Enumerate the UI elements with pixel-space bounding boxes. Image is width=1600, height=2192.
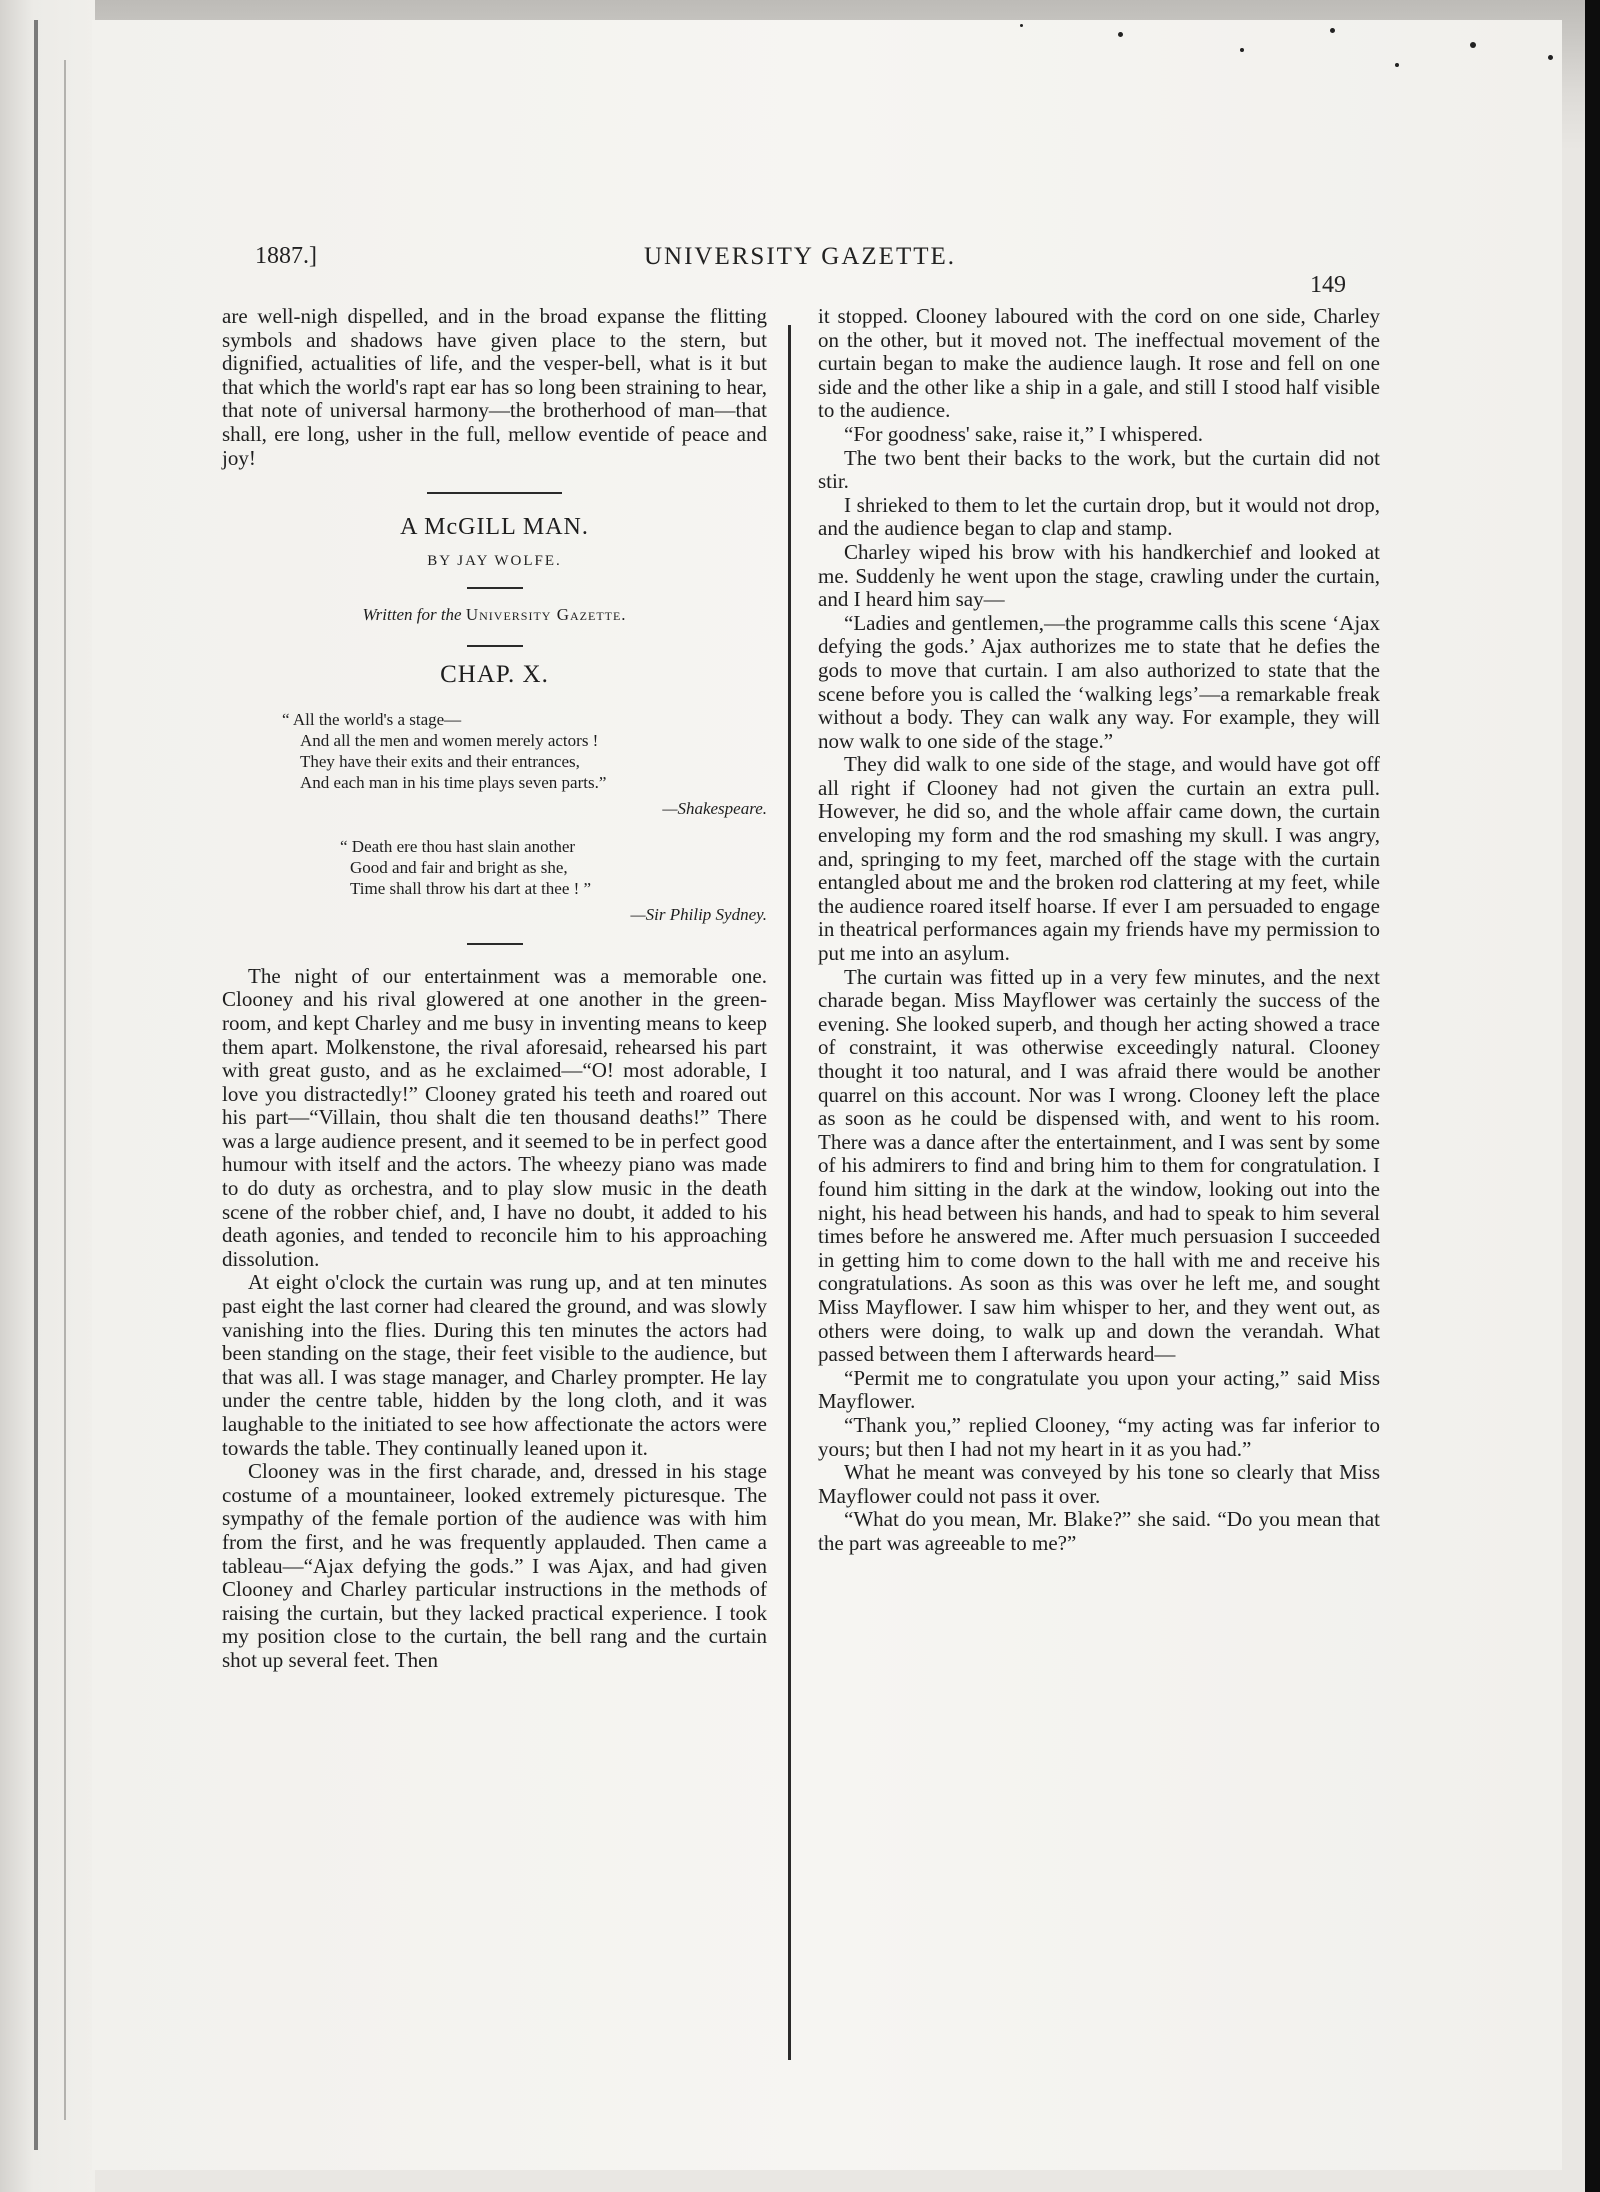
written-for-line <box>222 603 767 627</box>
body-paragraph: “Permit me to congratulate you upon your acting,” said Miss Mayflower. <box>818 1365 1380 1414</box>
dust-speck <box>1020 24 1023 27</box>
scanner-black-margin <box>1585 0 1600 2192</box>
short-rule <box>467 645 523 647</box>
body-paragraph: I shrieked to them to let the curtain drop, but it would not drop, and the audience began to clap and stamp. <box>818 492 1380 541</box>
body-paragraph: “Ladies and gentlemen,—the programme calls this scene ‘Ajax defying the gods.’ Ajax authorizes me to state that he defies the gods to move that curtain. I am also authorized to state that the scene before you is called the ‘walking legs’—a remarkable freak without a body. They can walk any way. For example, they will now walk to one side of the stage.” <box>818 610 1380 753</box>
epigraph-line: They have their exits and their entrances, <box>300 751 580 771</box>
epigraph-sidney <box>340 836 767 899</box>
body-paragraph: Clooney was in the first charade, and, dressed in his stage costume of a mountaineer, looked extremely picturesque. The sympathy of the female portion of the audience was with him from the first, and he was frequently applauded. Then came a tableau—“Ajax defying the gods.” I was Ajax, and had given Clooney and Charley particular instructions in the methods of raising the curtain, but they lacked practical experience. I took my position close to the curtain, the bell rang and the curtain shot up several feet. Then <box>222 1459 767 1672</box>
section-rule <box>427 492 562 494</box>
body-paragraph: They did walk to one side of the stage, and would have got off all right if Clooney had not given the curtain an extra pull. However, he did so, and the whole affair came down, the curtain enveloping my form and the rod smashing my skull. I was angry, and, springing to my feet, marched off the stage with the curtain entangled about me and the broken rod clattering at my feet, while the audience roared itself hoarse. If ever I am persuaded to engage in theatrical performances again my friends have my permission to put me into an asylum. <box>818 752 1380 966</box>
continued-paragraph: are well-nigh dispelled, and in the broad expanse the flitting symbols and shadows have given place to the stern, but dignified, actualities of life, and the vesper-bell, what is it but that which the world's rapt ear has so long been straining to hear, that note of universal harmony—the brotherhood of man—that shall, ere long, usher in the full, mellow eventide of peace and joy! <box>222 304 767 470</box>
body-paragraph: At eight o'clock the curtain was rung up, and at ten minutes past eight the last corner had cleared the ground, and was slowly vanishing into the flies. During this ten minutes the actors had been standing on the stage, their feet visible to the audience, but that was all. I was stage manager, and Charley prompter. He lay under the centre table, hidden by the long cloth, and it was laughable to the initiated to see how affectionate the actors were towards the table. They continually leaned upon it. <box>222 1270 767 1460</box>
body-paragraph: “What do you mean, Mr. Blake?” she said. “Do you mean that the part was agreeable to me?” <box>818 1507 1380 1555</box>
epigraph-line: And all the men and women merely actors ! <box>300 730 599 750</box>
chapter-heading: CHAP. X. <box>440 660 549 688</box>
column-divider <box>788 325 791 2060</box>
epigraph-attribution: —Sir Philip Sydney. <box>630 905 767 925</box>
left-column <box>222 305 767 1673</box>
dust-speck <box>1330 28 1335 33</box>
page-number: 149 <box>1310 272 1346 298</box>
body-paragraph: The two bent their backs to the work, but the curtain did not stir. <box>818 445 1380 494</box>
body-paragraph: The night of our entertainment was a memorable one. Clooney and his rival glowered at one another in the green-room, and kept Charley and me busy in inventing means to keep them apart. Molkenstone, the rival aforesaid, rehearsed his part with great gusto, and as he exclaimed—“O! most adorable, I love you distractedly!” Clooney grated his teeth and roared out his part—“Villain, thou shalt die ten thousand deaths!” There was a large audience present, and it seemed to be in perfect good humour with itself and the actors. The wheezy piano was made to do duty as orchestra, and to play slow music in the death scene of the robber chief, and, I have no doubt, it added to his death agonies, and tended to reconcile him to his approaching dissolution. <box>222 963 767 1271</box>
epigraph-line: Time shall throw his dart at thee ! ” <box>350 879 592 899</box>
body-paragraph: Charley wiped his brow with his handkerchief and looked at me. Suddenly he went upon the stage, crawling under the curtain, and I heard him say— <box>818 539 1380 612</box>
body-paragraph: “For goodness' sake, raise it,” I whispered. <box>844 421 1203 446</box>
right-column <box>818 305 1380 1555</box>
epigraph-line: Good and fair and bright as she, <box>350 858 568 878</box>
body-paragraph: it stopped. Clooney laboured with the cord on one side, Charley on the other, but it moved not. The ineffectual movement of the curtain began to make the audience laugh. It rose and fell on one side and the other like a ship in a gale, and still I stood half visible to the audience. <box>818 304 1380 423</box>
book-spine-shadow <box>0 0 95 2192</box>
epigraph-line: And each man in his time plays seven parts.” <box>300 772 607 792</box>
dust-speck <box>1470 42 1476 48</box>
epigraph-attribution: —Shakespeare. <box>662 798 767 818</box>
book-edge-line-inner <box>64 60 66 2120</box>
article-byline: BY JAY WOLFE. <box>427 552 562 569</box>
body-paragraph: “Thank you,” replied Clooney, “my acting was far inferior to yours; but then I had not my heart in it as you had.” <box>818 1412 1380 1461</box>
short-rule <box>467 587 523 589</box>
written-for-publication: University Gazette. <box>465 605 627 625</box>
dust-speck <box>1240 48 1244 52</box>
written-for-prefix: Written for the <box>362 605 462 625</box>
short-rule <box>467 943 523 945</box>
epigraph-line: “ All the world's a stage— <box>282 709 462 729</box>
dust-speck <box>1548 55 1553 60</box>
body-paragraph: The curtain was fitted up in a very few minutes, and the next charade began. Miss Mayflower was certainly the success of the evening. She looked superb, and though her acting showed a trace of constraint, it was otherwise exceedingly natural. Clooney thought it too natural, and I was afraid there would be another quarrel on this account. Nor was I wrong. Clooney left the place as soon as he could be dispensed with, and went to his room. There was a dance after the entertainment, and I was sent by some of his admirers to find and bring him to them for congratulation. I found him sitting in the dark at the window, looking out into the night, his head between his hands, and had to speak to him several times before he answered me. After much persuasion I succeeded in getting him to come down to the hall with me and receive his congratulations. As soon as this was over he left me, and sought Miss Mayflower. I saw him whisper to her, and they went out, as others were doing, to walk up and down the verandah. What passed between them I afterwards heard— <box>818 964 1380 1367</box>
epigraph-shakespeare <box>282 709 767 793</box>
epigraph-line: “ Death ere thou hast slain another <box>340 837 576 857</box>
header-title: UNIVERSITY GAZETTE. <box>643 243 957 270</box>
dust-speck <box>1395 63 1399 67</box>
article-title: A McGILL MAN. <box>400 514 589 541</box>
book-edge-line <box>34 20 38 2150</box>
body-paragraph: What he meant was conveyed by his tone so clearly that Miss Mayflower could not pass it over. <box>818 1460 1380 1508</box>
dust-speck <box>1118 32 1123 37</box>
header-year: 1887.] <box>255 243 317 269</box>
